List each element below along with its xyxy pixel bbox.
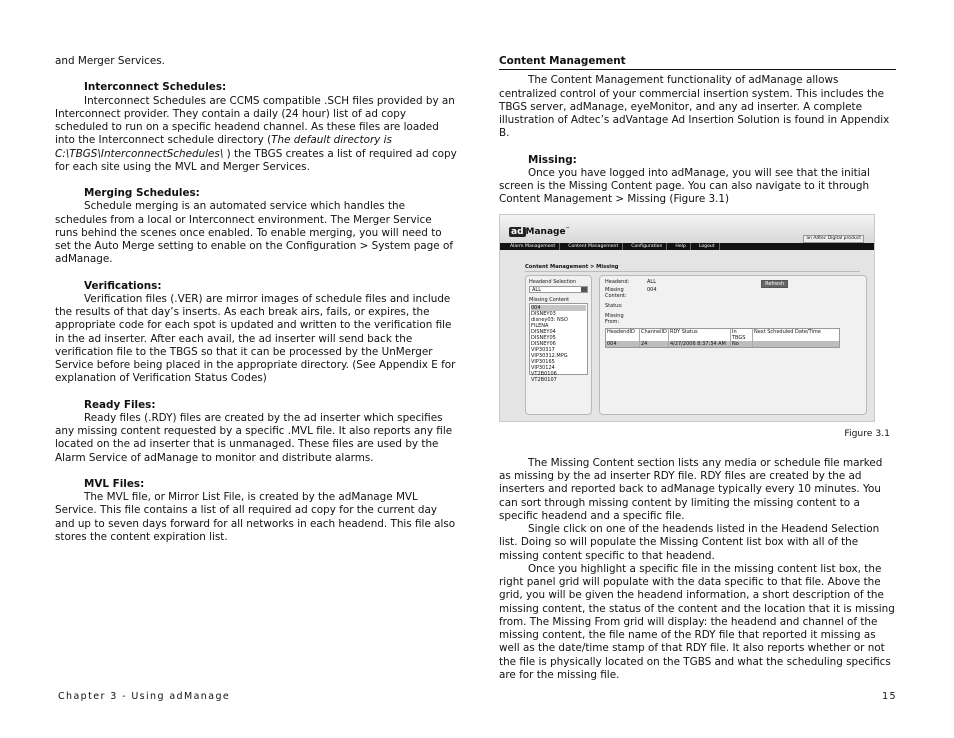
nav-configuration[interactable]: Configuration	[627, 243, 667, 250]
chapter-footer: Chapter 3 - Using adManage	[58, 691, 231, 702]
left-column	[55, 55, 457, 544]
refresh-button[interactable]: Refresh	[761, 280, 788, 288]
missing-from-paragraph: Once you highlight a specific file in the missing content list box, the right panel grid will populate with the data specific to that file. Above the grid, you will be given the headend information, a short description of the missing content, the status of the content and the location that it is missing from. The Missing From grid will display: the headend and channel of the missing content, the file name of the RDY file that reported it missing as well as the date/time stamp of that RDY file. It also reports whether or not the file is physically located on the TGBS and what the scheduling specifics are for the missing file.	[499, 562, 895, 681]
missing-from-label: Missing From:	[605, 312, 624, 325]
interconnect-text: Interconnect Schedules are CCMS compatible .SCH files provided by an Interconnect provider. They contain a daily (24 hour) list of ad copy scheduled to run on a specific headend channel. As these files are loaded into the Interconnect schedule directory (The default directory is C:\TBGS\InterconnectSchedules\ ) the TBGS creates a list of required ad copy for each site using the MVL and Merger Services.	[55, 94, 457, 173]
nav-help[interactable]: Help	[671, 243, 690, 250]
default-directory-path: The default directory is C:\TBGS\InterconnectSchedules\	[55, 134, 392, 160]
ready-files-text: Ready files (.RDY) files are created by the ad inserter which specifies any missing content requested by a specific .MVL file. It also reports any file located on the ad inserter that is unmanaged. These files are used by the Alarm Service of adManage to monitor and distribute alarms.	[55, 411, 453, 464]
figure-caption: Figure 3.1	[844, 427, 890, 439]
title-divider	[525, 271, 860, 272]
status-label: Status:	[605, 302, 623, 309]
interconnect-heading: Interconnect Schedules:	[84, 81, 227, 94]
list-item[interactable]: VIP30124	[531, 364, 555, 371]
mvl-files-heading: MVL Files:	[84, 477, 145, 490]
section-title: Content Management	[499, 55, 896, 70]
nav-content-management[interactable]: Content Management	[564, 243, 623, 250]
right-column	[499, 55, 896, 682]
product-badge: an Adtec Digital product	[803, 235, 864, 243]
missing-content-value: 004	[647, 286, 657, 293]
app-banner	[500, 215, 874, 243]
app-page-title: Content Management > Missing	[525, 263, 619, 270]
missing-from-grid	[605, 328, 840, 348]
list-item[interactable]: VIP30312.MPG	[531, 352, 568, 359]
right-panel: Headend: ALL Missing Content: 004 Status: Missing From: Refresh HeadendID ChannelID RDY Status In TBGS Next Scheduled Date/Time 004 24 4/27/2006 8:37:34 AM No	[599, 275, 867, 415]
grid-header-row: HeadendID ChannelID RDY Status In TBGS Next Scheduled Date/Time	[606, 329, 839, 341]
nav-alarm-management[interactable]: Alarm Management	[506, 243, 560, 250]
missing-content-listbox[interactable]	[529, 303, 588, 383]
list-item[interactable]: VIP30165	[531, 358, 555, 365]
headend-value: ALL	[647, 278, 656, 285]
missing-content-paragraph: The Missing Content section lists any media or schedule file marked as missing by the ad inserter RDY file. RDY files are created by the ad inserters and reported back to adManage typically every 10 minutes. You can sort through missing content by limiting the missing content to a specific headend and a specific file.	[499, 456, 883, 522]
verifications-heading: Verifications:	[84, 279, 162, 292]
headend-selection-paragraph: Single click on one of the headends listed in the Headend Selection list. Doing so will populate the Missing Content list box with all of the missing content specific to that headend.	[499, 523, 880, 562]
missing-text: Once you have logged into adManage, you will see that the initial screen is the Missing Content page. You can also navigate to it through Content Management > Missing (Figure 3.1)	[499, 166, 870, 206]
ready-files-heading: Ready Files:	[84, 398, 156, 411]
list-item[interactable]: DISNEY03	[531, 310, 556, 317]
nav-bar	[500, 243, 874, 250]
table-row[interactable]: 004 24 4/27/2006 8:37:34 AM No	[606, 341, 839, 347]
list-item[interactable]: VIP30317	[531, 346, 555, 353]
content-management-intro: The Content Management functionality of adManage allows centralized control of your commercial insertion system. This includes the TBGS server, adManage, eyeMonitor, and any ad inserter. A complete illustration of Adtec’s adVantage Ad Insertion Solution is found in Appendix B.	[499, 74, 890, 140]
missing-heading: Missing:	[528, 153, 577, 166]
mvl-files-text: The MVL file, or Mirror List File, is created by the adManage MVL Service. This file contains a list of all required ad copy for the current day and up to seven days forward for all networks in each headend. This file also stores the content expiration list.	[55, 491, 456, 543]
list-item[interactable]: 004	[531, 305, 586, 311]
headend-select[interactable]: ALL	[529, 286, 588, 293]
merging-heading: Merging Schedules:	[84, 187, 200, 199]
headend-selection-label: Headend Selection	[529, 278, 577, 285]
verifications-text: Verification files (.VER) are mirror images of schedule files and include the results of that day’s inserts. As each break airs, fails, or expires, the appropriate code for each spot is updated and written to the verification file in the ad inserter. After each avail, the ad inserter will send back the verification file to the TBGS so that it can be processed by the UnMerger Service before being placed in the appropriate directory. (See Appendix E for explanation of Verification Status Codes)	[55, 292, 456, 385]
missing-content-label: Missing Content	[529, 296, 570, 303]
list-item[interactable]: DISNEY04	[531, 328, 556, 335]
page-number: 15	[882, 691, 897, 702]
figure-screenshot	[499, 214, 875, 422]
list-item[interactable]: VT2B0106	[531, 370, 557, 377]
left-panel	[525, 275, 592, 415]
intro-text: and Merger Services.	[55, 55, 165, 67]
list-item[interactable]: DISNEY05	[531, 334, 556, 341]
admanage-logo: ad Manage™	[511, 225, 570, 237]
list-item[interactable]: VT2B0107	[531, 376, 557, 383]
list-item[interactable]: disney03: NSO FILENA	[531, 316, 568, 329]
list-item[interactable]: DISNEY06	[531, 340, 556, 347]
nav-logout[interactable]: Logout	[695, 243, 720, 250]
merging-text: Schedule merging is an automated service which handles the schedules from a local or Interconnect environment. The Merger Service runs behind the scenes once enabled. To enable merging, you will need to set the Auto Merge setting to enable on the Configuration > System page of adManage.	[55, 200, 453, 266]
